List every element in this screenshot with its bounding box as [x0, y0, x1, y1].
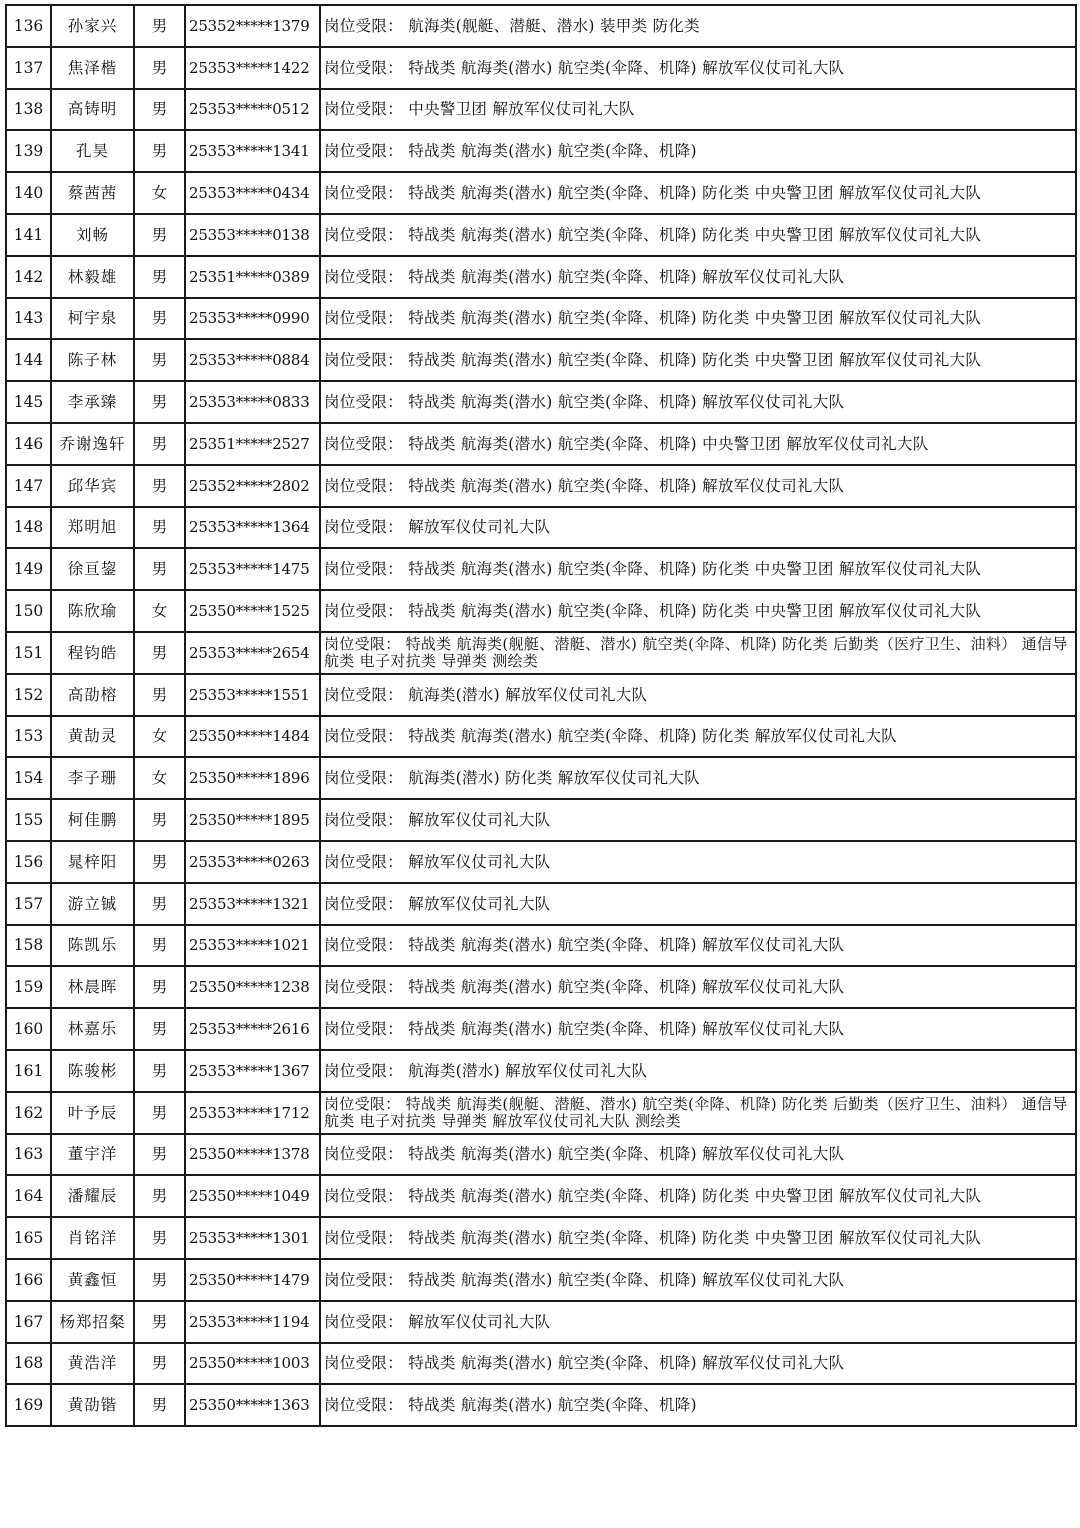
cell-number: 160 [6, 1008, 51, 1050]
cell-name: 蔡茜茜 [51, 172, 134, 214]
cell-id-number: 25353*****0263 [185, 841, 320, 883]
table-row [6, 548, 1076, 590]
cell-id-number: 25353*****1194 [185, 1301, 320, 1343]
cell-number: 162 [6, 1092, 51, 1134]
cell-name: 陈骏彬 [51, 1050, 134, 1092]
cell-id-number: 25353*****1422 [185, 47, 320, 89]
table-row [6, 5, 1076, 47]
cell-name: 黄浩洋 [51, 1343, 134, 1385]
cell-number: 145 [6, 381, 51, 423]
cell-id-number: 25350*****1378 [185, 1134, 320, 1176]
cell-restriction: 岗位受限： 特战类 航海类(潜水) 航空类(伞降、机降) 解放军仪仗司礼大队 [320, 925, 1076, 967]
cell-name: 肖铭洋 [51, 1217, 134, 1259]
cell-sex: 男 [134, 1134, 185, 1176]
cell-restriction: 岗位受限： 特战类 航海类(潜水) 航空类(伞降、机降) 防化类 中央警卫团 解放军仪仗司礼大队 [320, 172, 1076, 214]
cell-sex: 男 [134, 89, 185, 131]
cell-number: 149 [6, 548, 51, 590]
cell-sex: 男 [134, 548, 185, 590]
table-row [6, 716, 1076, 758]
cell-restriction: 岗位受限： 特战类 航海类(潜水) 航空类(伞降、机降) 解放军仪仗司礼大队 [320, 1134, 1076, 1176]
cell-name: 刘畅 [51, 214, 134, 256]
cell-sex: 男 [134, 1008, 185, 1050]
cell-id-number: 25353*****2616 [185, 1008, 320, 1050]
cell-name: 孙家兴 [51, 5, 134, 47]
cell-sex: 男 [134, 1343, 185, 1385]
cell-sex: 男 [134, 841, 185, 883]
cell-number: 148 [6, 507, 51, 549]
cell-sex: 男 [134, 1050, 185, 1092]
cell-sex: 男 [134, 423, 185, 465]
cell-restriction: 岗位受限： 特战类 航海类(潜水) 航空类(伞降、机降) 防化类 中央警卫团 解放军仪仗司礼大队 [320, 590, 1076, 632]
cell-restriction: 岗位受限： 特战类 航海类(潜水) 航空类(伞降、机降) 防化类 中央警卫团 解放军仪仗司礼大队 [320, 1217, 1076, 1259]
cell-id-number: 25351*****0389 [185, 256, 320, 298]
cell-name: 郑明旭 [51, 507, 134, 549]
cell-number: 159 [6, 966, 51, 1008]
cell-id-number: 25353*****1021 [185, 925, 320, 967]
cell-name: 潘耀辰 [51, 1175, 134, 1217]
table-row [6, 89, 1076, 131]
table-row [6, 925, 1076, 967]
cell-id-number: 25350*****1896 [185, 757, 320, 799]
cell-number: 155 [6, 799, 51, 841]
cell-number: 167 [6, 1301, 51, 1343]
cell-sex: 男 [134, 1092, 185, 1134]
cell-id-number: 25350*****1525 [185, 590, 320, 632]
cell-name: 焦泽楷 [51, 47, 134, 89]
cell-number: 154 [6, 757, 51, 799]
table-row [6, 1259, 1076, 1301]
cell-id-number: 25353*****0434 [185, 172, 320, 214]
cell-id-number: 25353*****0884 [185, 339, 320, 381]
cell-restriction: 岗位受限： 特战类 航海类(潜水) 航空类(伞降、机降) 解放军仪仗司礼大队 [320, 966, 1076, 1008]
cell-id-number: 25353*****1475 [185, 548, 320, 590]
cell-restriction: 岗位受限： 解放军仪仗司礼大队 [320, 883, 1076, 925]
cell-name: 李子珊 [51, 757, 134, 799]
table-row [6, 590, 1076, 632]
cell-sex: 男 [134, 925, 185, 967]
cell-name: 叶予辰 [51, 1092, 134, 1134]
cell-id-number: 25350*****1363 [185, 1384, 320, 1426]
cell-sex: 女 [134, 172, 185, 214]
cell-name: 游立铖 [51, 883, 134, 925]
table-row [6, 381, 1076, 423]
table-row [6, 465, 1076, 507]
cell-restriction: 岗位受限： 解放军仪仗司礼大队 [320, 841, 1076, 883]
cell-restriction: 岗位受限： 航海类(舰艇、潜艇、潜水) 装甲类 防化类 [320, 5, 1076, 47]
cell-id-number: 25353*****0512 [185, 89, 320, 131]
cell-restriction: 岗位受限： 特战类 航海类(潜水) 航空类(伞降、机降) [320, 1384, 1076, 1426]
cell-id-number: 25353*****0990 [185, 298, 320, 340]
cell-restriction: 岗位受限： 特战类 航海类(潜水) 航空类(伞降、机降) 解放军仪仗司礼大队 [320, 1343, 1076, 1385]
cell-sex: 男 [134, 1384, 185, 1426]
cell-sex: 男 [134, 1259, 185, 1301]
cell-sex: 女 [134, 590, 185, 632]
cell-restriction: 岗位受限： 航海类(潜水) 防化类 解放军仪仗司礼大队 [320, 757, 1076, 799]
cell-name: 孔昊 [51, 130, 134, 172]
table-row [6, 1008, 1076, 1050]
cell-name: 徐亘鋆 [51, 548, 134, 590]
cell-id-number: 25352*****1379 [185, 5, 320, 47]
cell-sex: 男 [134, 674, 185, 716]
cell-id-number: 25353*****1301 [185, 1217, 320, 1259]
cell-restriction: 岗位受限： 航海类(潜水) 解放军仪仗司礼大队 [320, 674, 1076, 716]
table-row [6, 966, 1076, 1008]
cell-name: 程钧皓 [51, 632, 134, 674]
cell-number: 163 [6, 1134, 51, 1176]
cell-name: 林嘉乐 [51, 1008, 134, 1050]
cell-sex: 男 [134, 465, 185, 507]
cell-name: 杨郑招粲 [51, 1301, 134, 1343]
cell-restriction: 岗位受限： 特战类 航海类(潜水) 航空类(伞降、机降) 防化类 中央警卫团 解放军仪仗司礼大队 [320, 339, 1076, 381]
cell-sex: 男 [134, 47, 185, 89]
cell-restriction: 岗位受限： 特战类 航海类(潜水) 航空类(伞降、机降) 解放军仪仗司礼大队 [320, 1008, 1076, 1050]
cell-number: 151 [6, 632, 51, 674]
cell-name: 晁梓阳 [51, 841, 134, 883]
table-body [6, 5, 1076, 1426]
cell-number: 166 [6, 1259, 51, 1301]
cell-sex: 男 [134, 5, 185, 47]
table-row [6, 1301, 1076, 1343]
cell-number: 141 [6, 214, 51, 256]
cell-restriction: 岗位受限： 特战类 航海类(潜水) 航空类(伞降、机降) [320, 130, 1076, 172]
cell-restriction: 岗位受限： 航海类(潜水) 解放军仪仗司礼大队 [320, 1050, 1076, 1092]
cell-sex: 男 [134, 799, 185, 841]
cell-number: 153 [6, 716, 51, 758]
cell-id-number: 25352*****2802 [185, 465, 320, 507]
cell-id-number: 25353*****1321 [185, 883, 320, 925]
table-row [6, 1050, 1076, 1092]
cell-number: 136 [6, 5, 51, 47]
cell-name: 柯宇泉 [51, 298, 134, 340]
table-row [6, 423, 1076, 465]
table-row [6, 47, 1076, 89]
cell-restriction: 岗位受限： 特战类 航海类(潜水) 航空类(伞降、机降) 解放军仪仗司礼大队 [320, 465, 1076, 507]
cell-name: 黄劼灵 [51, 716, 134, 758]
table-row [6, 632, 1076, 674]
cell-restriction: 岗位受限： 解放军仪仗司礼大队 [320, 799, 1076, 841]
cell-number: 143 [6, 298, 51, 340]
cell-sex: 男 [134, 381, 185, 423]
cell-restriction: 岗位受限： 特战类 航海类(潜水) 航空类(伞降、机降) 解放军仪仗司礼大队 [320, 381, 1076, 423]
table-row [6, 883, 1076, 925]
cell-sex: 男 [134, 1217, 185, 1259]
cell-id-number: 25353*****1367 [185, 1050, 320, 1092]
cell-number: 146 [6, 423, 51, 465]
cell-id-number: 25353*****1364 [185, 507, 320, 549]
table-row [6, 799, 1076, 841]
cell-sex: 男 [134, 298, 185, 340]
cell-restriction: 岗位受限： 特战类 航海类(潜水) 航空类(伞降、机降) 解放军仪仗司礼大队 [320, 1259, 1076, 1301]
cell-number: 161 [6, 1050, 51, 1092]
cell-sex: 男 [134, 214, 185, 256]
table-row [6, 298, 1076, 340]
cell-id-number: 25350*****1484 [185, 716, 320, 758]
cell-number: 137 [6, 47, 51, 89]
cell-sex: 男 [134, 256, 185, 298]
table-row [6, 841, 1076, 883]
cell-restriction: 岗位受限： 特战类 航海类(潜水) 航空类(伞降、机降) 防化类 中央警卫团 解放军仪仗司礼大队 [320, 214, 1076, 256]
cell-number: 147 [6, 465, 51, 507]
cell-restriction: 岗位受限： 特战类 航海类(潜水) 航空类(伞降、机降) 中央警卫团 解放军仪仗司礼大队 [320, 423, 1076, 465]
cell-name: 黄劭锴 [51, 1384, 134, 1426]
cell-number: 140 [6, 172, 51, 214]
cell-sex: 男 [134, 1175, 185, 1217]
cell-name: 陈凯乐 [51, 925, 134, 967]
cell-restriction: 岗位受限： 特战类 航海类(潜水) 航空类(伞降、机降) 防化类 中央警卫团 解放军仪仗司礼大队 [320, 298, 1076, 340]
cell-name: 李承臻 [51, 381, 134, 423]
table-row [6, 214, 1076, 256]
table-row [6, 1134, 1076, 1176]
cell-number: 157 [6, 883, 51, 925]
table-row [6, 1175, 1076, 1217]
cell-sex: 男 [134, 883, 185, 925]
cell-restriction: 岗位受限： 特战类 航海类(潜水) 航空类(伞降、机降) 防化类 中央警卫团 解放军仪仗司礼大队 [320, 1175, 1076, 1217]
cell-sex: 男 [134, 507, 185, 549]
cell-name: 董宇洋 [51, 1134, 134, 1176]
table-row [6, 172, 1076, 214]
cell-restriction: 岗位受限： 中央警卫团 解放军仪仗司礼大队 [320, 89, 1076, 131]
cell-sex: 男 [134, 130, 185, 172]
cell-id-number: 25353*****0138 [185, 214, 320, 256]
cell-restriction: 岗位受限： 特战类 航海类(舰艇、潜艇、潜水) 航空类(伞降、机降) 防化类 后勤类（医疗卫生、油料） 通信导航类 电子对抗类 导弹类 测绘类 [320, 632, 1076, 674]
cell-sex: 女 [134, 757, 185, 799]
table-row [6, 339, 1076, 381]
cell-id-number: 25350*****1479 [185, 1259, 320, 1301]
cell-name: 高劭榕 [51, 674, 134, 716]
cell-name: 高铸明 [51, 89, 134, 131]
cell-sex: 男 [134, 1301, 185, 1343]
cell-number: 152 [6, 674, 51, 716]
cell-name: 乔谢逸轩 [51, 423, 134, 465]
cell-restriction: 岗位受限： 特战类 航海类(潜水) 航空类(伞降、机降) 解放军仪仗司礼大队 [320, 47, 1076, 89]
cell-restriction: 岗位受限： 特战类 航海类(潜水) 航空类(伞降、机降) 解放军仪仗司礼大队 [320, 256, 1076, 298]
cell-number: 144 [6, 339, 51, 381]
cell-number: 158 [6, 925, 51, 967]
cell-sex: 男 [134, 966, 185, 1008]
cell-name: 黄鑫恒 [51, 1259, 134, 1301]
cell-restriction: 岗位受限： 特战类 航海类(潜水) 航空类(伞降、机降) 防化类 解放军仪仗司礼大队 [320, 716, 1076, 758]
cell-id-number: 25350*****1003 [185, 1343, 320, 1385]
cell-number: 169 [6, 1384, 51, 1426]
cell-number: 138 [6, 89, 51, 131]
cell-name: 林晨晖 [51, 966, 134, 1008]
table-row [6, 1343, 1076, 1385]
cell-id-number: 25351*****2527 [185, 423, 320, 465]
cell-restriction: 岗位受限： 解放军仪仗司礼大队 [320, 507, 1076, 549]
cell-sex: 女 [134, 716, 185, 758]
cell-name: 陈欣瑜 [51, 590, 134, 632]
cell-id-number: 25353*****0833 [185, 381, 320, 423]
table-row [6, 130, 1076, 172]
cell-name: 柯佳鹏 [51, 799, 134, 841]
cell-id-number: 25350*****1238 [185, 966, 320, 1008]
cell-number: 142 [6, 256, 51, 298]
cell-name: 邱华宾 [51, 465, 134, 507]
table-row [6, 757, 1076, 799]
table-row [6, 256, 1076, 298]
table-row [6, 674, 1076, 716]
cell-name: 陈子林 [51, 339, 134, 381]
table-row [6, 1217, 1076, 1259]
cell-id-number: 25350*****1895 [185, 799, 320, 841]
table-row [6, 507, 1076, 549]
cell-number: 168 [6, 1343, 51, 1385]
cell-number: 164 [6, 1175, 51, 1217]
cell-name: 林毅雄 [51, 256, 134, 298]
cell-id-number: 25350*****1049 [185, 1175, 320, 1217]
cell-number: 156 [6, 841, 51, 883]
table-row [6, 1092, 1076, 1134]
restriction-table [5, 4, 1077, 1427]
cell-restriction: 岗位受限： 解放军仪仗司礼大队 [320, 1301, 1076, 1343]
cell-sex: 男 [134, 339, 185, 381]
cell-sex: 男 [134, 632, 185, 674]
cell-number: 150 [6, 590, 51, 632]
cell-id-number: 25353*****2654 [185, 632, 320, 674]
cell-restriction: 岗位受限： 特战类 航海类(潜水) 航空类(伞降、机降) 防化类 中央警卫团 解放军仪仗司礼大队 [320, 548, 1076, 590]
cell-restriction: 岗位受限： 特战类 航海类(舰艇、潜艇、潜水) 航空类(伞降、机降) 防化类 后勤类（医疗卫生、油料） 通信导航类 电子对抗类 导弹类 解放军仪仗司礼大队 测绘类 [320, 1092, 1076, 1134]
cell-id-number: 25353*****1341 [185, 130, 320, 172]
cell-number: 139 [6, 130, 51, 172]
cell-number: 165 [6, 1217, 51, 1259]
cell-id-number: 25353*****1712 [185, 1092, 320, 1134]
cell-id-number: 25353*****1551 [185, 674, 320, 716]
table-row [6, 1384, 1076, 1426]
